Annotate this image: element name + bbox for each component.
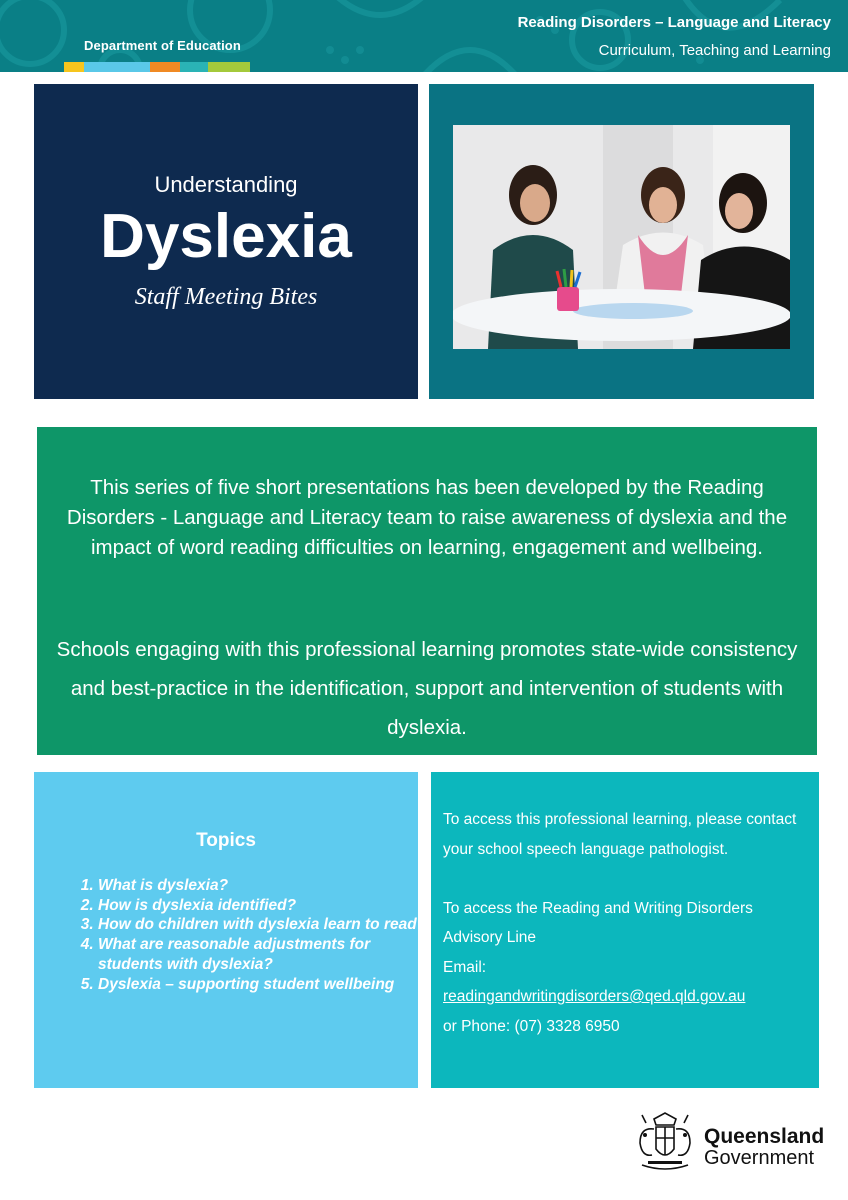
logo-text-queensland: Queensland	[704, 1125, 825, 1148]
intro-paragraph: This series of five short presentations has been developed by the Reading Disorders - Language and Literacy team to raise awareness of dyslexia and the impact of word reading difficulties on learning, engagement and wellbeing.	[66, 476, 788, 559]
coat-of-arms-icon	[634, 1109, 696, 1173]
queensland-government-logo	[634, 1109, 824, 1175]
brand-color-bar	[64, 62, 250, 72]
list-item: 1. What is dyslexia?	[98, 876, 428, 896]
topics-list	[74, 876, 428, 994]
header-title: Reading Disorders – Language and Literacy	[517, 14, 831, 31]
list-item: 5. Dyslexia – supporting student wellbeing	[98, 975, 428, 995]
email-link[interactable]: readingandwritingdisorders@qed.qld.gov.au	[443, 988, 746, 1005]
department-name: Department of Education	[84, 38, 241, 53]
contact-speech-pathologist: To access this professional learning, please contact your school speech language pathologist.	[443, 811, 797, 858]
list-item: 3. How do children with dyslexia learn to read?	[98, 915, 428, 935]
title-subtitle: Staff Meeting Bites	[134, 284, 318, 310]
topics-heading: Topics	[196, 830, 256, 851]
intro-panel	[37, 427, 817, 755]
header-subtitle: Curriculum, Teaching and Learning	[598, 42, 831, 59]
title-prefix: Understanding	[154, 172, 298, 197]
title-panel	[34, 84, 418, 399]
phone-number: or Phone: (07) 3328 6950	[443, 1017, 620, 1035]
contact-advisory-line: To access the Reading and Writing Disorders Advisory Line	[443, 899, 753, 946]
email-label: Email:	[443, 958, 487, 976]
topics-panel	[34, 772, 427, 1088]
header-banner	[0, 0, 848, 72]
intro-paragraph: Schools engaging with this professional learning promotes state-wide consistency and best-practice in the identification, support and intervention of students with dyslexia.	[56, 638, 798, 739]
list-item: 2. How is dyslexia identified?	[98, 896, 428, 916]
list-item: 4. What are reasonable adjustments for students with dyslexia?	[98, 935, 428, 974]
contact-panel	[431, 772, 819, 1088]
photo-panel	[429, 84, 814, 399]
page-title: Dyslexia	[100, 202, 352, 271]
staff-meeting-photo	[453, 125, 790, 349]
logo-text-government: Government	[704, 1147, 815, 1169]
